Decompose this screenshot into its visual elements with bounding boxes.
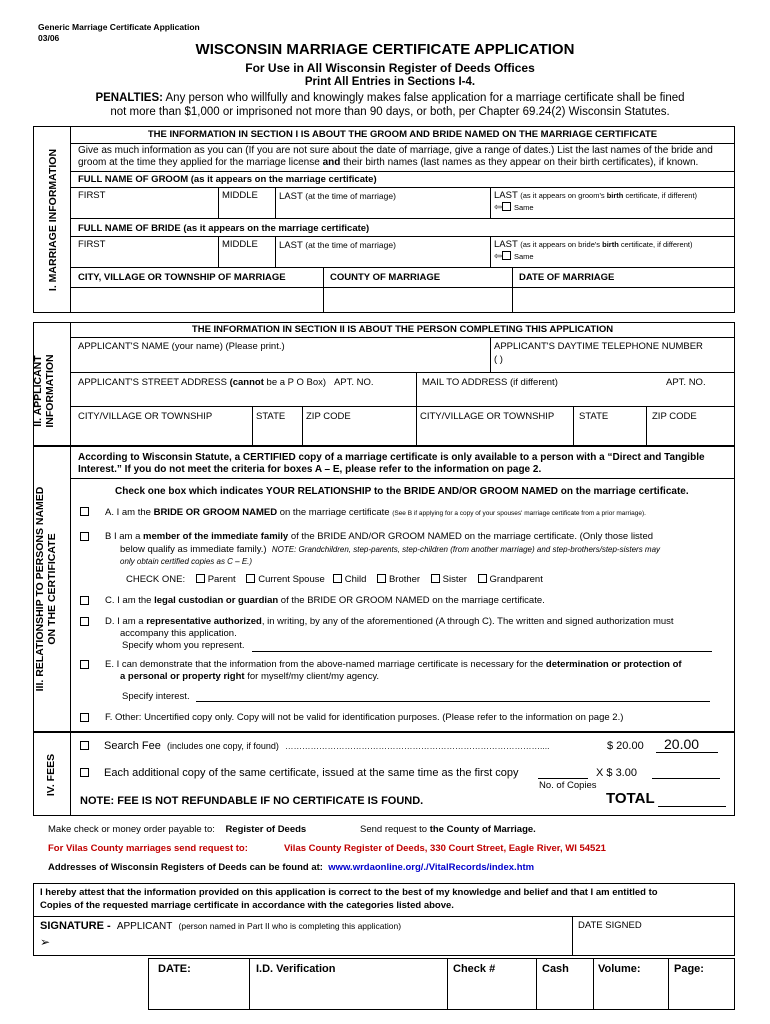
bride-same-checkbox[interactable] xyxy=(502,251,511,260)
bb-d: certificate, if different) xyxy=(618,240,693,249)
mail-apt-label[interactable]: APT. NO. xyxy=(666,377,706,388)
additional-total-line[interactable] xyxy=(652,778,720,779)
office-cash-label: Cash xyxy=(542,963,569,975)
bride-middle-label[interactable]: MIDDLE xyxy=(222,239,258,250)
option-e-specify: Specify interest. xyxy=(122,691,190,702)
a-bold: BRIDE OR GROOM NAMED xyxy=(153,507,278,518)
instructions: Print All Entries in Sections I-4. xyxy=(304,76,476,88)
date-signed-label[interactable]: DATE SIGNED xyxy=(578,920,642,931)
signature-label: SIGNATURE - xyxy=(40,920,111,932)
brother-checkbox[interactable] xyxy=(377,574,386,583)
section3-side-label xyxy=(34,459,60,719)
street-a: APPLICANT'S STREET ADDRESS xyxy=(78,377,230,388)
apt-label: APT. NO. xyxy=(333,377,374,388)
groom-last-label[interactable] xyxy=(279,190,396,203)
marriage-county-label[interactable]: COUNTY OF MARRIAGE xyxy=(330,272,441,283)
gb-a: LAST xyxy=(494,190,521,201)
check-one-instruction: Check one box which indicates YOUR RELATIONSHIP to the BRIDE AND/OR GROOM NAMED on the marriage certificate. xyxy=(115,486,689,497)
gb-c: birth xyxy=(606,191,624,200)
penalties-line1 xyxy=(0,91,770,105)
section1-intro-1: Give as much information as you can (If you are not sure about the date of marriage, give a range of dates.) List the last names of the bride and xyxy=(78,145,713,156)
d-post: , in writing, by any of the aforementioned (A through C). The written and signed authorization must xyxy=(261,616,674,627)
bride-same-option[interactable] xyxy=(494,251,534,263)
search-fee-line xyxy=(104,740,549,752)
bb-b: (as it appears on bride's xyxy=(520,240,603,249)
mail-city-label[interactable]: CITY/VILLAGE OR TOWNSHIP xyxy=(420,411,555,422)
c-post: of the BRIDE OR GROOM NAMED on the marriage certificate. xyxy=(278,595,545,606)
section2-side-label xyxy=(32,336,58,446)
vilas-label: For Vilas County marriages send request to: xyxy=(48,843,248,854)
send-label: Send request to xyxy=(360,824,430,835)
bride-birth-last-label[interactable] xyxy=(494,239,692,251)
e-pre: E. I can demonstrate that the information from the above-named marriage certificate is necessary for the xyxy=(105,659,546,670)
groom-first-label[interactable]: FIRST xyxy=(78,190,106,201)
marriage-date-label[interactable]: DATE OF MARRIAGE xyxy=(519,272,615,283)
payable-line xyxy=(48,824,306,836)
search-fee-dots: ……………………………………………………………………………….... xyxy=(285,741,550,751)
applicant-phone-label[interactable]: APPLICANT'S DAYTIME TELEPHONE NUMBER xyxy=(494,341,703,352)
penalties-text-1: Any person who willfully and knowingly makes false application for a marriage certificate shall be fined xyxy=(165,92,685,104)
c-pre: C. I am the xyxy=(105,595,155,606)
section2-heading: THE INFORMATION IN SECTION II IS ABOUT THE PERSON COMPLETING THIS APPLICATION xyxy=(191,324,614,335)
option-c-text xyxy=(105,595,545,607)
b-note: NOTE: Grandchildren, step-parents, step-children (from another marriage) and step-brothers/step-sisters may xyxy=(271,545,661,554)
groom-birth-last-label[interactable] xyxy=(494,190,697,202)
statute-line-1: According to Wisconsin Statute, a CERTIFIED copy of a marriage certificate is only available to a person with a “Direct and Tangible xyxy=(78,452,705,463)
office-id-label: I.D. Verification xyxy=(256,963,336,975)
same-label: Same xyxy=(513,203,534,212)
b-line2: below qualify as immediate family.) xyxy=(120,544,267,555)
e-bold2: a personal or property right xyxy=(120,671,245,682)
copies-count-line[interactable] xyxy=(538,778,588,779)
street-address-label[interactable] xyxy=(78,377,374,389)
child-label: Child xyxy=(344,574,367,585)
last-a: LAST xyxy=(279,191,306,202)
bb-c: birth xyxy=(602,240,619,249)
groom-heading: FULL NAME OF GROOM (as it appears on the marriage certificate) xyxy=(78,174,377,185)
office-use-frame xyxy=(148,958,735,1010)
attest-line-2: Copies of the requested marriage certificate in accordance with the categories listed above. xyxy=(40,900,454,911)
section1-heading: THE INFORMATION IN SECTION I IS ABOUT THE GROOM AND BRIDE NAMED ON THE MARRIAGE CERTIFICATE xyxy=(147,129,658,140)
option-a-text xyxy=(105,507,646,520)
arrow-right-icon: ➢ xyxy=(40,935,51,949)
section1-side-label: I. MARRIAGE INFORMATION xyxy=(47,148,59,292)
attest-line-1: I hereby attest that the information provided on this application is correct to the best of my knowledge and belief and that I am entitled to xyxy=(40,887,658,898)
signature-line[interactable] xyxy=(40,920,401,932)
mail-zip-label[interactable]: ZIP CODE xyxy=(652,411,697,422)
office-volume-label: Volume: xyxy=(598,963,641,975)
groom-same-checkbox[interactable] xyxy=(502,202,511,211)
a-small: (See B if applying for a copy of your spouses' marriage certificate from a prior marriage). xyxy=(392,510,646,517)
intro-2c: their birth names (last names as they appear on their birth certificates), if known. xyxy=(340,157,699,168)
option-b-note2: only obtain certified copies as C – E.) xyxy=(120,557,253,566)
family-options xyxy=(126,574,543,586)
sister-label: Sister xyxy=(442,574,467,585)
additional-copy-price: X $ 3.00 xyxy=(596,767,637,779)
option-d-text xyxy=(105,616,674,628)
search-fee-label: Search Fee xyxy=(104,740,161,752)
spouse-checkbox[interactable] xyxy=(246,574,255,583)
option-b-checkbox[interactable] xyxy=(80,532,89,541)
check-one-label: CHECK ONE: xyxy=(126,574,186,585)
d-bold: representative authorized xyxy=(146,616,262,627)
specify-interest-line[interactable] xyxy=(196,701,710,702)
gb-b: (as it appears on groom's xyxy=(520,191,607,200)
zip-label[interactable]: ZIP CODE xyxy=(306,411,351,422)
addresses-url[interactable]: www.wrdaonline.org/./VitalRecords/index.htm xyxy=(328,862,535,873)
a-post: on the marriage certificate xyxy=(277,507,393,518)
total-label: TOTAL xyxy=(606,790,655,807)
penalties-label: PENALTIES: xyxy=(95,92,163,104)
street-b: (cannot xyxy=(229,377,264,388)
spouse-label: Current Spouse xyxy=(258,574,325,585)
sister-checkbox[interactable] xyxy=(431,574,440,583)
statute-line-2: Interest.” If you do not meet the criteria for boxes A – E, please refer to the information on page 2. xyxy=(78,464,542,475)
option-e-text xyxy=(105,659,682,671)
bride-heading: FULL NAME OF BRIDE (as it appears on the marriage certificate) xyxy=(78,223,370,234)
send-to: the County of Marriage. xyxy=(429,824,536,835)
b-bold: member of the immediate family xyxy=(143,531,289,542)
option-d-checkbox[interactable] xyxy=(80,617,89,626)
total-line[interactable] xyxy=(658,806,726,807)
s2-side-2: INFORMATION xyxy=(44,354,56,428)
bb-a: LAST xyxy=(494,239,521,250)
d-pre: D. I am a xyxy=(105,616,147,627)
same-label: Same xyxy=(513,252,534,261)
search-fee-checkbox[interactable] xyxy=(80,741,89,750)
fee-note: NOTE: FEE IS NOT REFUNDABLE IF NO CERTIFICATE IS FOUND. xyxy=(80,795,424,807)
arrow-left-icon: ⇦ xyxy=(494,251,502,262)
s3-side-1: III. RELATIONSHIP TO PERSONS NAMED xyxy=(34,486,46,692)
subtitle: For Use in All Wisconsin Register of Deeds Offices xyxy=(245,61,535,75)
brother-label: Brother xyxy=(388,574,421,585)
option-d-line2: accompany this application. xyxy=(120,628,237,639)
s3-side-2: ON THE CERTIFICATE xyxy=(46,533,58,645)
additional-copy-checkbox[interactable] xyxy=(80,768,89,777)
parent-label: Parent xyxy=(207,574,236,585)
office-check-label: Check # xyxy=(453,963,496,975)
bride-first-label[interactable]: FIRST xyxy=(78,239,106,250)
option-e-line2 xyxy=(120,671,379,683)
intro-2a: groom at the time they applied for the marriage license xyxy=(78,157,323,168)
s2-side-1: II. APPLICANT xyxy=(32,355,44,427)
section1-intro-2 xyxy=(78,157,698,169)
search-fee-note: (includes one copy, if found) xyxy=(167,741,279,751)
payable-label: Make check or money order payable to: xyxy=(48,824,215,835)
mail-state-label[interactable]: STATE xyxy=(579,411,609,422)
e-post2: for myself/my client/my agency. xyxy=(244,671,380,682)
form-name: Generic Marriage Certificate Application xyxy=(38,22,200,32)
b-post: of the BRIDE AND/OR GROOM NAMED on the marriage certificate. (Only those listed xyxy=(288,531,654,542)
bride-last-label[interactable] xyxy=(279,239,396,252)
mail-to-label[interactable]: MAIL TO ADDRESS (if different) xyxy=(422,377,558,388)
office-page-label: Page: xyxy=(674,963,704,975)
last-b: (at the time of marriage) xyxy=(305,240,396,250)
vilas-address: Vilas County Register of Deeds, 330 Court Street, Eagle River, WI 54521 xyxy=(284,843,606,854)
arrow-left-icon: ⇦ xyxy=(494,202,502,213)
specify-represent-line[interactable] xyxy=(252,651,712,652)
section4-side-label: IV. FEES xyxy=(45,753,57,797)
option-e-checkbox[interactable] xyxy=(80,660,89,669)
city-label[interactable]: CITY/VILLAGE OR TOWNSHIP xyxy=(78,411,213,422)
c-bold: legal custodian or guardian xyxy=(154,595,279,606)
page-title: WISCONSIN MARRIAGE CERTIFICATE APPLICATION xyxy=(195,41,575,58)
phone-format: ( ) xyxy=(494,354,503,365)
child-checkbox[interactable] xyxy=(333,574,342,583)
parent-checkbox[interactable] xyxy=(196,574,205,583)
applicant-label: APPLICANT xyxy=(116,921,173,932)
search-fee-total[interactable]: 20.00 xyxy=(664,736,700,752)
applicant-note: (person named in Part II who is completing this application) xyxy=(178,921,402,931)
last-a: LAST xyxy=(279,240,306,251)
applicant-name-label[interactable]: APPLICANT'S NAME (your name) (Please print.) xyxy=(78,341,285,352)
grandparent-checkbox[interactable] xyxy=(478,574,487,583)
intro-2b: and xyxy=(322,157,341,168)
addresses-label: Addresses of Wisconsin Registers of Deeds can be found at: xyxy=(48,862,323,873)
option-b-line2 xyxy=(120,544,660,556)
office-date-label: DATE: xyxy=(158,963,191,975)
search-fee-amount: $ 20.00 xyxy=(607,740,644,752)
penalties-line2: not more than $1,000 or imprisoned not more than 90 days, or both, per Chapter 69.24(2) Wisconsin Statutes. xyxy=(110,106,670,118)
grandparent-label: Grandparent xyxy=(489,574,543,585)
option-b-text xyxy=(105,531,653,543)
groom-middle-label[interactable]: MIDDLE xyxy=(222,190,258,201)
additional-copy-label: Each additional copy of the same certificate, issued at the same time as the first copy xyxy=(104,767,519,779)
b-pre: B I am a xyxy=(105,531,144,542)
marriage-city-label[interactable]: CITY, VILLAGE OR TOWNSHIP OF MARRIAGE xyxy=(78,272,286,283)
option-f-text: F. Other: Uncertified copy only. Copy will not be valid for identification purposes. (Please refer to the information on page 2.) xyxy=(105,712,624,723)
form-date: 03/06 xyxy=(38,33,60,43)
option-a-checkbox[interactable] xyxy=(80,507,89,516)
a-pre: A. I am the xyxy=(105,507,154,518)
payable-to: Register of Deeds xyxy=(225,824,307,835)
option-c-checkbox[interactable] xyxy=(80,596,89,605)
option-d-specify: Specify whom you represent. xyxy=(122,640,245,651)
last-b: (at the time of marriage) xyxy=(305,191,396,201)
option-f-checkbox[interactable] xyxy=(80,713,89,722)
gb-d: certificate, if different) xyxy=(623,191,698,200)
send-line xyxy=(360,824,536,836)
street-c: be a P O Box) xyxy=(263,377,327,388)
groom-same-option[interactable] xyxy=(494,202,534,214)
addresses-line xyxy=(48,862,534,874)
state-label[interactable]: STATE xyxy=(256,411,286,422)
no-copies-label: No. of Copies xyxy=(539,780,597,791)
e-bold: determination or protection of xyxy=(545,659,682,670)
